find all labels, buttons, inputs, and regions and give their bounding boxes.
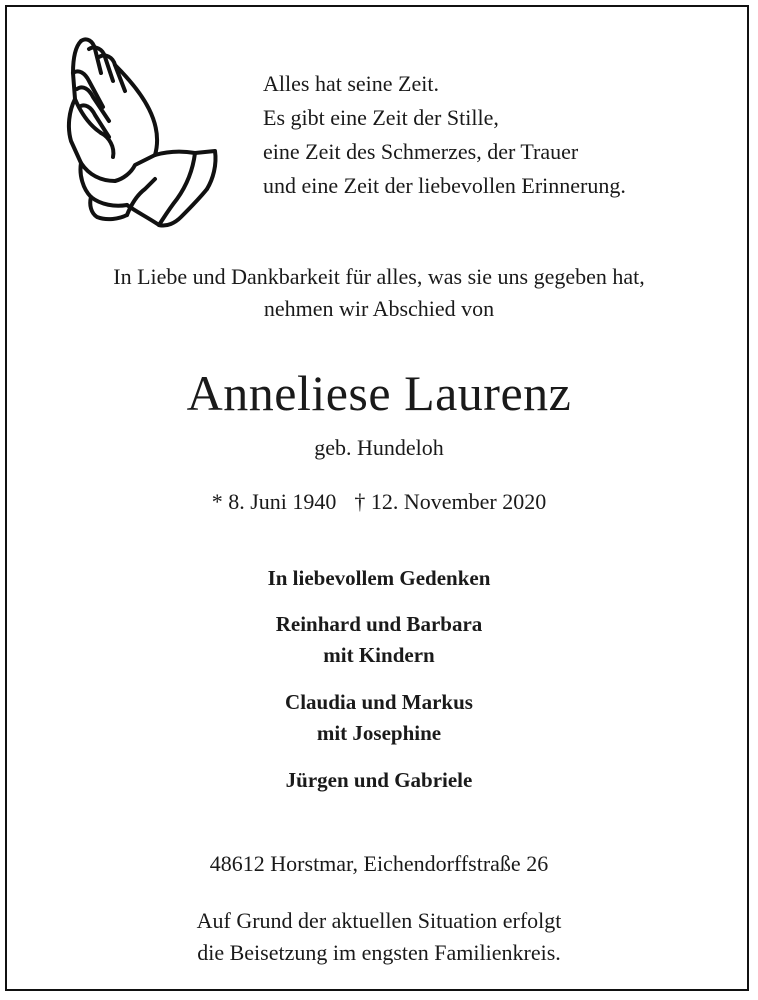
mourner-line: mit Kindern (323, 643, 435, 667)
mourner-group (7, 609, 751, 671)
birth-name: geb. Hundeloh (314, 435, 444, 460)
life-dates (7, 487, 751, 517)
intro-text (7, 261, 751, 325)
death-date: † 12. November 2020 (354, 489, 547, 514)
mourner-line: Reinhard und Barbara (275, 612, 483, 636)
praying-hands-icon (59, 29, 221, 229)
deceased-name: Anneliese Laurenz (186, 365, 572, 421)
poem-line: Es gibt eine Zeit der Stille, (263, 105, 499, 130)
birth-date: * 8. Juni 1940 (211, 489, 337, 514)
mourner-line: mit Josephine (316, 721, 442, 745)
poem-line: eine Zeit des Schmerzes, der Trauer (263, 139, 579, 164)
mourner-line: Claudia und Markus (285, 690, 473, 714)
mourner-line: Jürgen und Gabriele (285, 768, 473, 792)
intro-line: In Liebe und Dankbarkeit für alles, was sie uns gegeben hat, (113, 264, 645, 289)
obituary-card (5, 5, 749, 991)
mourner-group (7, 765, 751, 796)
notice-line: die Beisetzung im engsten Familienkreis. (197, 940, 561, 965)
mourners-block (7, 563, 751, 812)
family-address: 48612 Horstmar, Eichendorffstraße 26 (209, 851, 549, 876)
burial-notice (7, 905, 751, 969)
poem-line: und eine Zeit der liebevollen Erinnerung. (263, 173, 626, 198)
mourner-group (7, 687, 751, 749)
mourners-heading: In liebevollem Gedenken (267, 566, 491, 590)
poem-line: Alles hat seine Zeit. (263, 71, 439, 96)
poem-block (263, 67, 626, 203)
intro-line: nehmen wir Abschied von (263, 296, 495, 321)
notice-line: Auf Grund der aktuellen Situation erfolgt (196, 908, 562, 933)
